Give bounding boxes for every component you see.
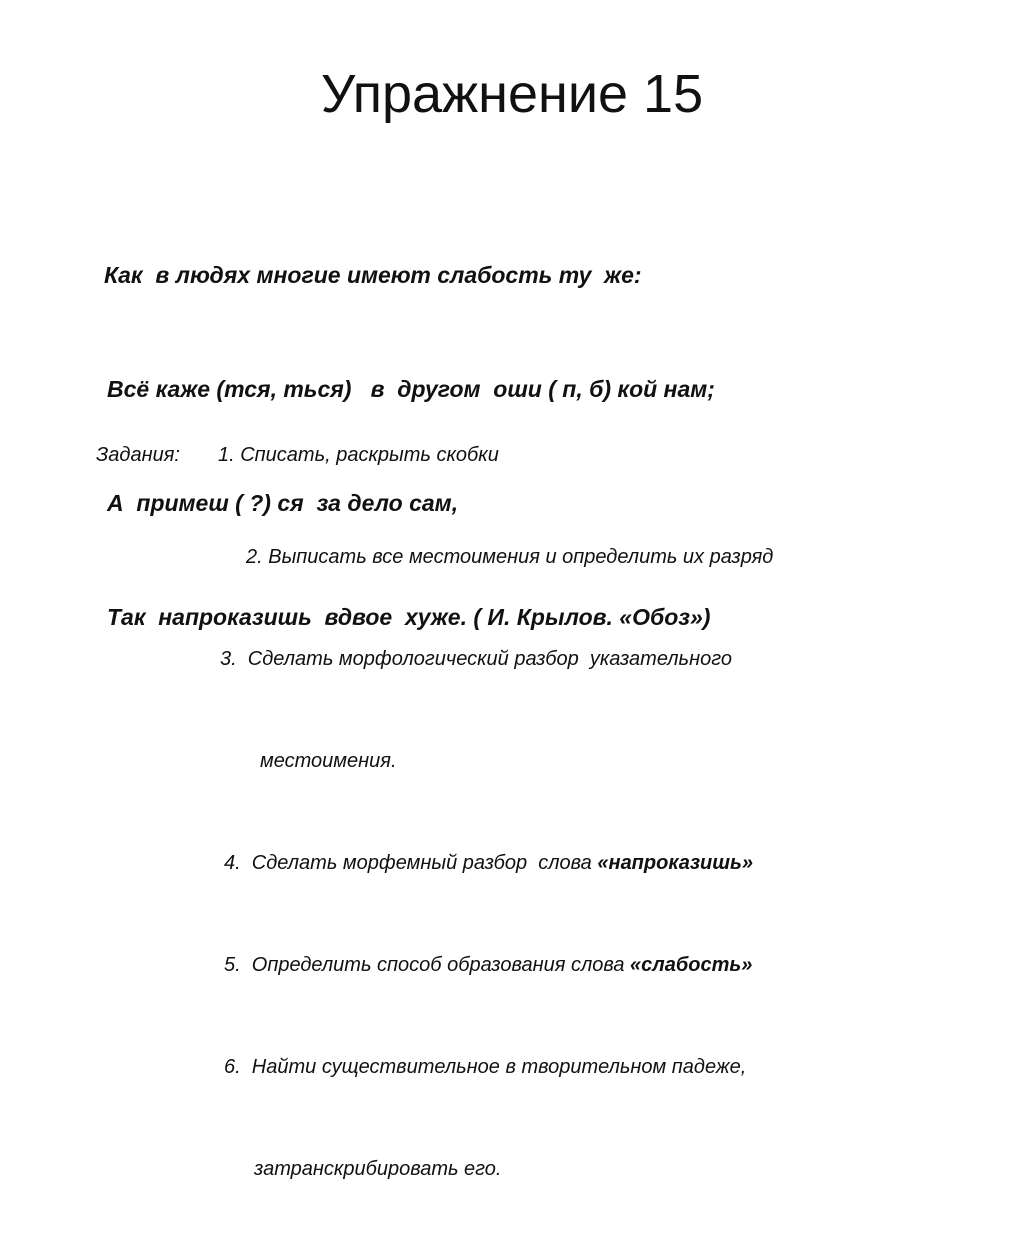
task-4 — [224, 846, 753, 880]
tasks-label: Задания: — [96, 444, 180, 466]
task-2: 2. Выписать все местоимения и определить их разряд — [246, 546, 774, 568]
task-row-3 — [96, 642, 732, 676]
task-5-word: «слабость» — [630, 954, 753, 976]
task-row-2 — [96, 540, 774, 574]
task-row-4 — [96, 846, 754, 880]
task-row-6 — [96, 1050, 747, 1084]
task-4-text: 4. Сделать морфемный разбор слова — [224, 852, 598, 874]
task-row-1 — [96, 438, 499, 472]
poem-line-2: Всё каже (тся, ться) в другом оши ( п, б) кой нам; — [107, 376, 715, 402]
poem-block — [100, 180, 715, 674]
task-3-continuation: местоимения. — [260, 750, 397, 772]
task-6-continuation: затранскрибировать его. — [254, 1158, 502, 1180]
task-3: 3. Сделать морфологический разбор указательного — [220, 648, 732, 670]
task-4-word: «напроказишь» — [597, 852, 754, 874]
task-5-text: 5. Определить способ образования слова — [224, 954, 631, 976]
task-row-3-cont — [96, 744, 397, 778]
task-row-5 — [96, 948, 753, 982]
poem-line-4: Так напроказишь вдвое хуже. ( И. Крылов. «Обоз») — [107, 604, 711, 630]
slide-title: Упражнение 15 — [320, 64, 704, 124]
task-row-6-cont — [96, 1152, 502, 1186]
poem-line-3: А примеш ( ?) ся за дело сам, — [107, 490, 459, 516]
task-5 — [224, 948, 752, 982]
poem-line-1: Как в людях многие имеют слабость ту же: — [104, 262, 642, 288]
task-1: 1. Списать, раскрыть скобки — [218, 444, 499, 466]
task-6: 6. Найти существительное в творительном падеже, — [224, 1056, 747, 1078]
